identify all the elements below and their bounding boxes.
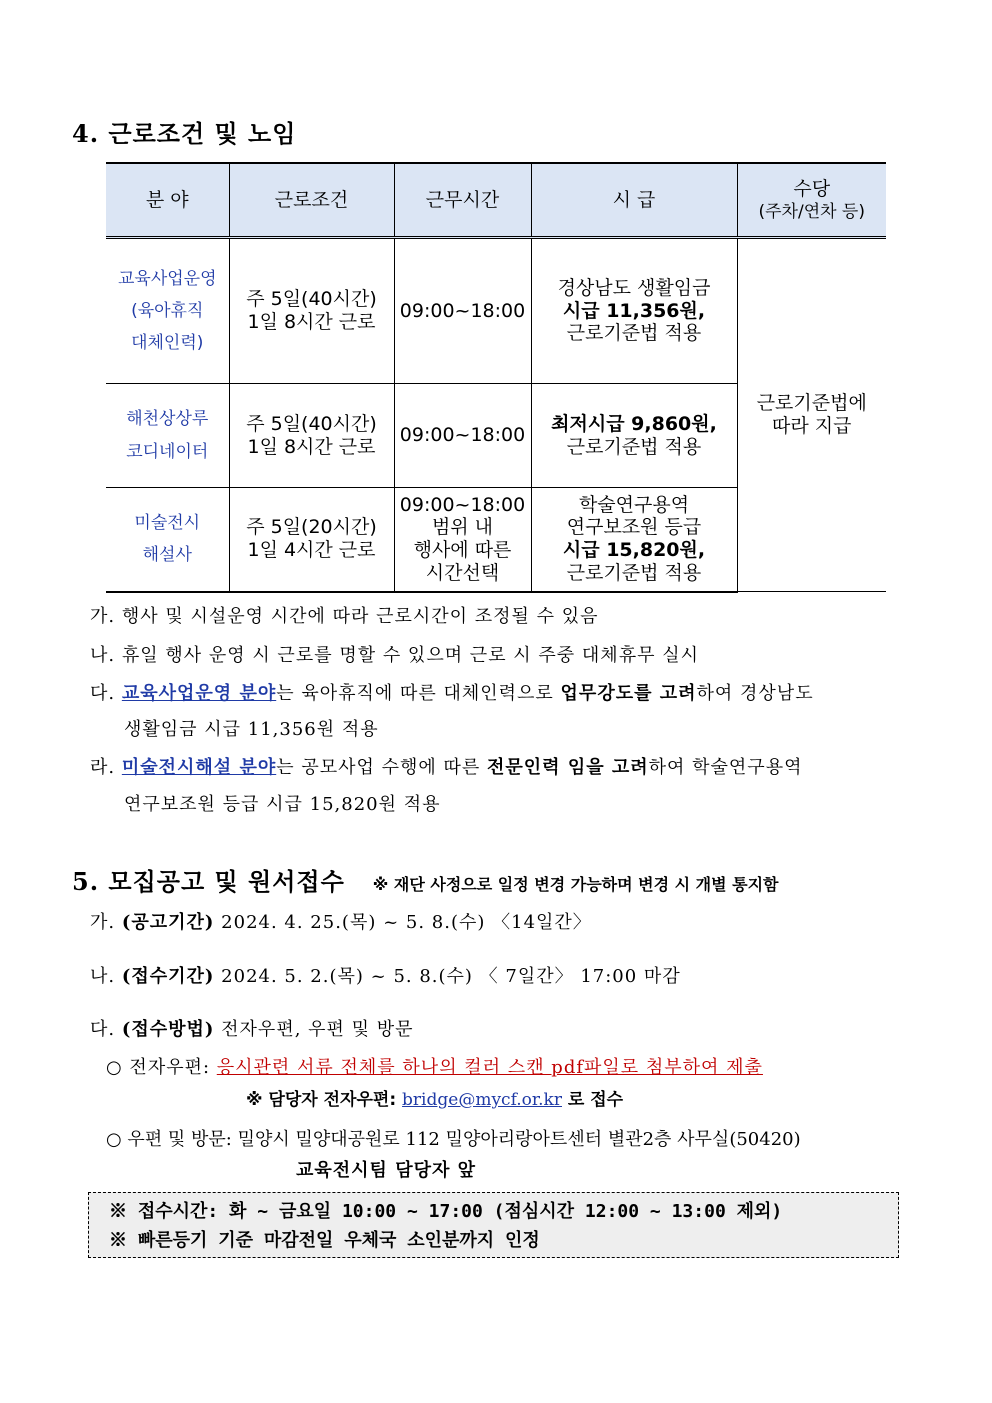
table-header-row — [106, 163, 886, 238]
hours-cell — [394, 384, 531, 488]
condition-cell — [229, 384, 394, 488]
field-cell — [106, 238, 229, 384]
section5-note: ※ 재단 사정으로 일정 변경 가능하며 변경 시 개별 통지함 — [372, 875, 779, 894]
wage-line: 학술연구용역 — [578, 493, 690, 516]
condition-cell — [229, 238, 394, 384]
note-ra-text: 는 공모사업 수행에 따른 — [276, 757, 487, 778]
wage-line: 시급 15,820원, — [562, 539, 706, 562]
note-da-prefix: 다. — [90, 683, 122, 704]
allowance-cell — [737, 238, 886, 592]
hours-line: 시간선택 — [425, 562, 500, 585]
receipt-time-box — [88, 1192, 899, 1258]
condition-line: 1일 8시간 근로 — [247, 435, 376, 458]
wage-cell — [531, 488, 737, 592]
receipt-time-line: ※ 접수시간: 화 ~ 금요일 10:00 ~ 17:00 (점심시간 12:00 ~ 13:00 제외) — [109, 1201, 783, 1222]
section5-title-text: 5. 모집공고 및 원서접수 — [72, 867, 345, 896]
post-method: ○ 우편 및 방문: 밀양시 밀양대공원로 112 밀양아리랑아트센터 별관2층 사무실(50420) — [106, 1129, 801, 1150]
wage-cell — [531, 384, 737, 488]
field-cell — [106, 488, 229, 592]
receipt-period-label: (접수기간) — [121, 966, 215, 987]
notice-period — [90, 908, 592, 934]
header-hours: 근무시간 — [394, 163, 531, 238]
field-line: (육아휴직 — [131, 300, 204, 321]
receipt-period-prefix: 나. — [90, 966, 122, 987]
condition-line: 주 5일(20시간) — [246, 516, 377, 539]
wage-cell — [531, 238, 737, 384]
hours-line: 09:00~18:00 — [399, 299, 526, 322]
hours-line: 09:00~18:00 — [399, 493, 526, 516]
note-ra — [90, 753, 802, 779]
note-ra-prefix: 라. — [90, 757, 122, 778]
header-allowance — [737, 163, 886, 238]
note-ra-field: 미술전시해설 분야 — [121, 757, 277, 778]
hours-cell — [394, 238, 531, 384]
table-row — [106, 238, 886, 384]
email-contact — [246, 1085, 623, 1110]
wage-line: 경상남도 생활임금 — [557, 276, 711, 299]
field-line: 코디네이터 — [126, 441, 209, 462]
header-allowance-line1: 수당 — [793, 177, 831, 200]
allowance-line: 따라 지급 — [772, 415, 852, 437]
receipt-method-text: 전자우편, 우편 및 방문 — [214, 1019, 414, 1040]
receipt-method-label: (접수방법) — [121, 1019, 215, 1040]
section5-title — [72, 862, 779, 897]
condition-cell — [229, 488, 394, 592]
note-ra-line2: 연구보조원 등급 시급 15,820원 적용 — [124, 794, 441, 815]
note-da — [90, 679, 814, 705]
hours-line: 행사에 따른 — [413, 539, 512, 562]
condition-line: 1일 8시간 근로 — [247, 311, 376, 333]
notice-period-label: (공고기간) — [121, 912, 215, 933]
receipt-period — [90, 962, 681, 988]
hours-cell — [394, 488, 531, 592]
wage-line: 근로기준법 적용 — [566, 322, 702, 345]
hours-line: 범위 내 — [431, 516, 494, 539]
header-field: 분 야 — [106, 163, 229, 238]
wage-line: 근로기준법 적용 — [566, 435, 702, 458]
note-na: 나. 휴일 행사 운영 시 근로를 명할 수 있으며 근로 시 주중 대체휴무 실시 — [90, 645, 699, 666]
note-ra-end: 하여 학술연구용역 — [648, 757, 803, 778]
notice-period-text: 2024. 4. 25.(목) ~ 5. 8.(수) 〈14일간〉 — [214, 912, 592, 933]
note-da-text: 는 육아휴직에 따른 대체인력으로 — [276, 683, 561, 704]
email-contact-prefix: ※ 담당자 전자우편: — [246, 1090, 403, 1110]
wage-line: 연구보조원 등급 — [566, 516, 702, 539]
email-method-label: ○ 전자우편: — [106, 1057, 217, 1078]
condition-line: 주 5일(40시간) — [246, 412, 377, 435]
email-link[interactable]: bridge@mycf.or.kr — [402, 1090, 562, 1110]
section4-title: 4. 근로조건 및 노임 — [72, 119, 297, 148]
wage-line: 최저시급 9,860원, — [551, 412, 717, 435]
condition-line: 1일 4시간 근로 — [247, 539, 376, 562]
email-method — [106, 1053, 763, 1079]
notice-period-prefix: 가. — [90, 912, 122, 933]
field-line: 해설사 — [142, 545, 192, 566]
receipt-method-prefix: 다. — [90, 1019, 122, 1040]
note-da-line2: 생활임금 시급 11,356원 적용 — [124, 719, 379, 740]
note-da-emphasis: 업무강도를 고려 — [560, 683, 697, 704]
field-cell — [106, 384, 229, 488]
wage-line: 근로기준법 적용 — [566, 562, 702, 585]
field-line: 교육사업운영 — [117, 268, 217, 289]
field-line: 대체인력) — [131, 333, 204, 354]
email-contact-suffix: 로 접수 — [561, 1090, 624, 1110]
header-condition: 근로조건 — [229, 163, 394, 238]
allowance-line: 근로기준법에 — [756, 392, 867, 415]
field-line: 해천상상루 — [126, 409, 209, 430]
wage-line: 시급 11,356원, — [562, 299, 706, 322]
header-allowance-line2: (주차/연차 등) — [758, 202, 865, 223]
post-recipient: 교육전시팀 담당자 앞 — [296, 1160, 477, 1181]
postmark-line: ※ 빠른등기 기준 마감전일 우체국 소인분까지 인정 — [109, 1230, 540, 1251]
email-method-text: 응시관련 서류 전체를 하나의 컬러 스캔 pdf파일로 첨부하여 제출 — [216, 1057, 763, 1078]
note-ra-emphasis: 전문인력 임을 고려 — [487, 757, 649, 778]
note-da-end: 하여 경상남도 — [696, 683, 814, 704]
note-da-field: 교육사업운영 분야 — [121, 683, 277, 704]
header-wage: 시 급 — [531, 163, 737, 238]
work-conditions-table — [106, 162, 886, 593]
field-line: 미술전시 — [134, 512, 201, 533]
condition-line: 주 5일(40시간) — [246, 288, 377, 311]
receipt-method — [90, 1015, 414, 1041]
note-ga: 가. 행사 및 시설운영 시간에 따라 근로시간이 조정될 수 있음 — [90, 606, 599, 627]
hours-line: 09:00~18:00 — [399, 424, 526, 447]
receipt-period-text: 2024. 5. 2.(목) ~ 5. 8.(수) 〈 7일간〉 17:00 마감 — [214, 966, 681, 987]
